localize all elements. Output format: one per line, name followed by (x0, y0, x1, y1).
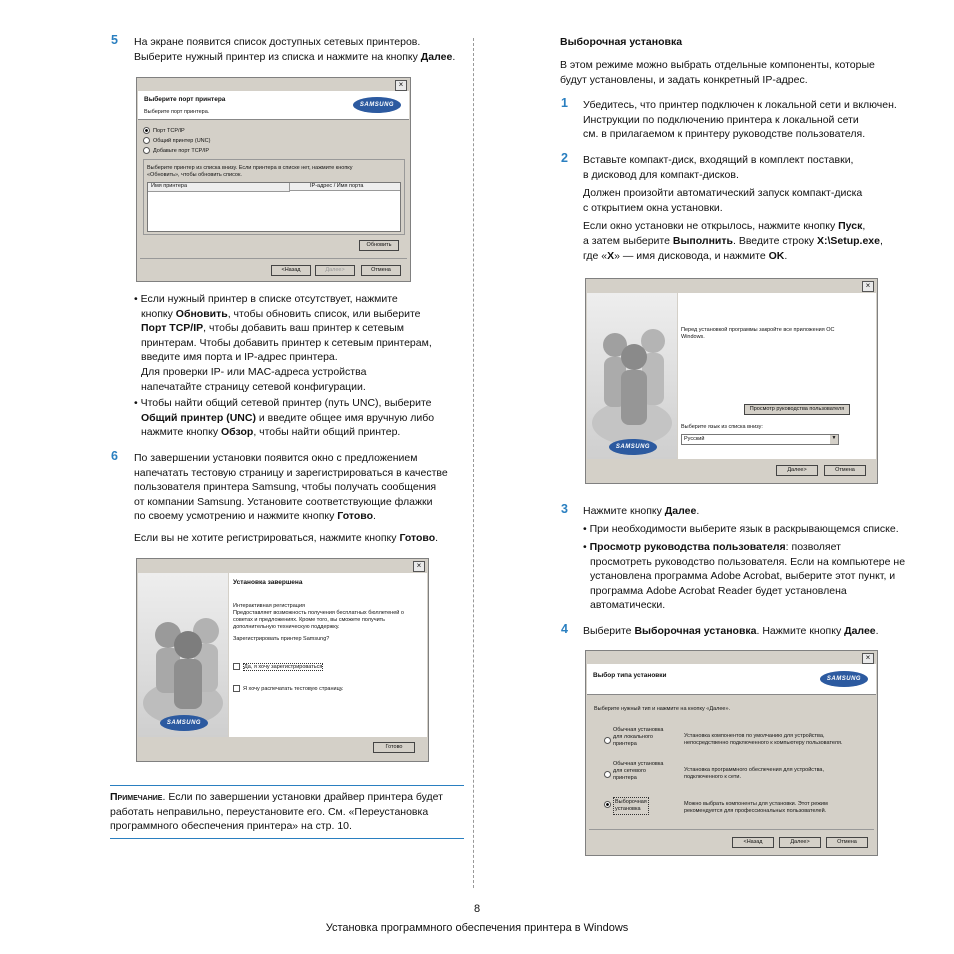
people-illustration (138, 573, 228, 737)
bullet-refresh: • Если нужный принтер в списке отсутствует, нажмите кнопку Обновить, чтобы обновить список, или выберите Порт TCP/IP, чтобы добавить ваш принтер к сетевым принтерам. Чтобы добавить принтер к сетевым принтерам, введите имя порта и IP-адрес принтера. Для проверки IP- или MAC-адреса устройства напечатайте страницу сетевой конфигурации. (134, 293, 432, 393)
note: Примечание. Если по завершении установки драйвер принтера будет работать неправильно, переустановите его. См. «Переустановка программного обеспечения принтера» на стр. 10. (110, 791, 443, 833)
intro-text: В этом режиме можно выбрать отдельные компоненты, которые будут установлены, и задать конкретный IP-адрес. (560, 59, 875, 86)
close-icon[interactable]: × (395, 80, 407, 91)
step6-text: По завершении установки появится окно с предложением напечатать тестовую страницу и зарегистрироваться в качестве пользователя принтера Samsung, чтобы получать сообщения от компании Samsung. Установите соответствующие флажки по своему усмотрению и нажмите кнопку Готово. Если вы не хотите регистрироваться, нажмите кнопку Готово. (134, 452, 448, 544)
dialog-header (587, 664, 876, 695)
option-label: Обычная установка для сетевого принтера (613, 761, 664, 781)
page-caption: Установка программного обеспечения принтера в Windows (325, 922, 629, 934)
step4-text: Выберите Выборочная установка. Нажмите кнопку Далее. (583, 625, 879, 637)
printer-list-group (143, 159, 405, 235)
back-button[interactable]: <Назад (271, 265, 311, 276)
option-description: Установка программного обеспечения для устройства, подключенного к сети. (684, 767, 825, 780)
text: Зарегистрировать принтер Samsung? (233, 636, 330, 642)
unc-radio[interactable]: Общий принтер (UNC) (143, 137, 210, 145)
option-label: Выборочная установка (613, 797, 649, 815)
text: Перед установкой программы закройте все приложения ОС (681, 327, 835, 333)
step5-text: На экране появится список доступных сетевых принтеров. Выберите нужный принтер из списка и нажмите на кнопку Далее. (134, 36, 456, 63)
note-rule-top (110, 785, 464, 786)
step2-text: Вставьте компакт-диск, входящий в комплект поставки, в дисковод для компакт-дисков. Должен произойти автоматический запуск компакт-диска с открытием окна установки. Если окно установки не открылось, нажмите кнопку Пуск, а затем выберите Выполнить. Введите строку X:\Setup.exe, где «X» — имя дисковода, и нажмите OK. (583, 154, 883, 262)
option-description: Можно выбрать компоненты для установки. Этот режим рекомендуется для профессиональных пользователей. (684, 801, 828, 814)
close-icon[interactable]: × (862, 653, 874, 664)
setup-complete-dialog (136, 558, 429, 762)
section-heading: Выборочная установка (560, 36, 683, 48)
back-button[interactable]: <Назад (732, 837, 774, 848)
dialog-subtitle: Выберите порт принтера. (144, 109, 210, 115)
add-port-radio[interactable]: Добавьте порт TCP/IP (143, 147, 209, 155)
dialog-title: Выберите порт принтера (144, 96, 226, 103)
language-select[interactable]: Русский ▼ (681, 434, 839, 445)
chevron-down-icon[interactable]: ▼ (830, 435, 838, 444)
column-header-ip[interactable]: IP-адрес / Имя порта (290, 183, 400, 191)
note-rule-bottom (110, 838, 464, 839)
dialog-title: Выбор типа установки (593, 672, 667, 679)
bullet-language: • При необходимости выберите язык в раскрывающемся списке. (583, 523, 899, 535)
step-number: 4 (561, 622, 568, 636)
test-page-checkbox[interactable]: Я хочу распечатать тестовую страницу. (233, 685, 343, 693)
column-divider (473, 38, 474, 888)
install-type-dialog (585, 650, 878, 856)
dialog-header (138, 91, 409, 120)
text: Интерактивная регистрация (233, 603, 305, 609)
option-description: Установка компонентов по умолчанию для устройства, непосредственно подключенного к компьютеру пользователя. (684, 733, 843, 746)
dialog-title: Установка завершена (233, 579, 303, 586)
text: дополнительную техническую поддержку. (233, 624, 340, 630)
text: Windows. (681, 334, 705, 340)
step3-text: Нажмите кнопку Далее. (583, 505, 700, 517)
samsung-logo: SAMSUNG (160, 715, 208, 731)
installer-start-dialog (585, 278, 878, 484)
dialog-body (678, 293, 876, 459)
cancel-button[interactable]: Отмена (826, 837, 868, 848)
close-icon[interactable]: × (862, 281, 874, 292)
setup-illustration (587, 293, 677, 459)
cancel-button[interactable]: Отмена (361, 265, 401, 276)
text: советах и предложениях. Кроме того, вы сможете получить (233, 617, 386, 623)
step1-text: Убедитесь, что принтер подключен к локальной сети и включен. Инструкции по подключению принтера к локальной сети см. в прилагаемом к принтеру руководстве пользователя. (583, 99, 897, 141)
hint-text: «Обновить», чтобы обновить список. (147, 172, 242, 178)
setup-illustration (138, 573, 228, 737)
samsung-logo: SAMSUNG (353, 97, 401, 113)
step-number: 1 (561, 96, 568, 110)
select-port-dialog (136, 77, 411, 282)
close-icon[interactable]: × (413, 561, 425, 572)
option-label: Обычная установка для локального принтера (613, 727, 664, 747)
column-header-name[interactable]: Имя принтера (148, 183, 290, 192)
printer-list[interactable] (147, 182, 401, 232)
bullet-view-manual: • Просмотр руководства пользователя: позволяет просмотреть руководство пользователя. Если на компьютере не установлена программа Adobe Acrobat, выберите этот пункт, и программа Adobe Acrobat Reader будет установлена автоматически. (583, 541, 906, 612)
next-button[interactable]: Далее> (779, 837, 821, 848)
register-checkbox[interactable]: Да, я хочу зарегистрироваться (233, 663, 323, 671)
hint-text: Выберите принтер из списка внизу. Если принтера в списке нет, нажмите кнопку (147, 165, 353, 171)
next-button[interactable]: Далее> (776, 465, 818, 476)
step-number: 3 (561, 502, 568, 516)
step-number: 2 (561, 151, 568, 165)
view-manual-button[interactable]: Просмотр руководства пользователя (744, 404, 850, 415)
dialog-body (229, 573, 427, 737)
samsung-logo: SAMSUNG (820, 671, 868, 687)
samsung-logo: SAMSUNG (609, 439, 657, 455)
finish-button[interactable]: Готово (373, 742, 415, 753)
step-number: 6 (111, 449, 118, 463)
page-number: 8 (473, 903, 481, 915)
refresh-button[interactable]: Обновить (359, 240, 399, 251)
text: Предоставляет возможность получения бесплатных бюллетеней о (233, 610, 404, 616)
step-number: 5 (111, 33, 118, 47)
next-button[interactable]: Далее> (315, 265, 355, 276)
tcp-ip-radio[interactable]: Порт TCP/IP (143, 127, 185, 135)
language-label: Выберите язык из списка внизу: (681, 424, 763, 430)
bullet-unc: • Чтобы найти общий сетевой принтер (путь UNC), выберите Общий принтер (UNC) и введите общее имя вручную либо нажмите кнопку Обзор, чтобы найти общий принтер. (134, 397, 435, 439)
prompt-text: Выберите нужный тип и нажмите на кнопку «Далее». (594, 706, 731, 712)
cancel-button[interactable]: Отмена (824, 465, 866, 476)
people-illustration (587, 293, 677, 459)
